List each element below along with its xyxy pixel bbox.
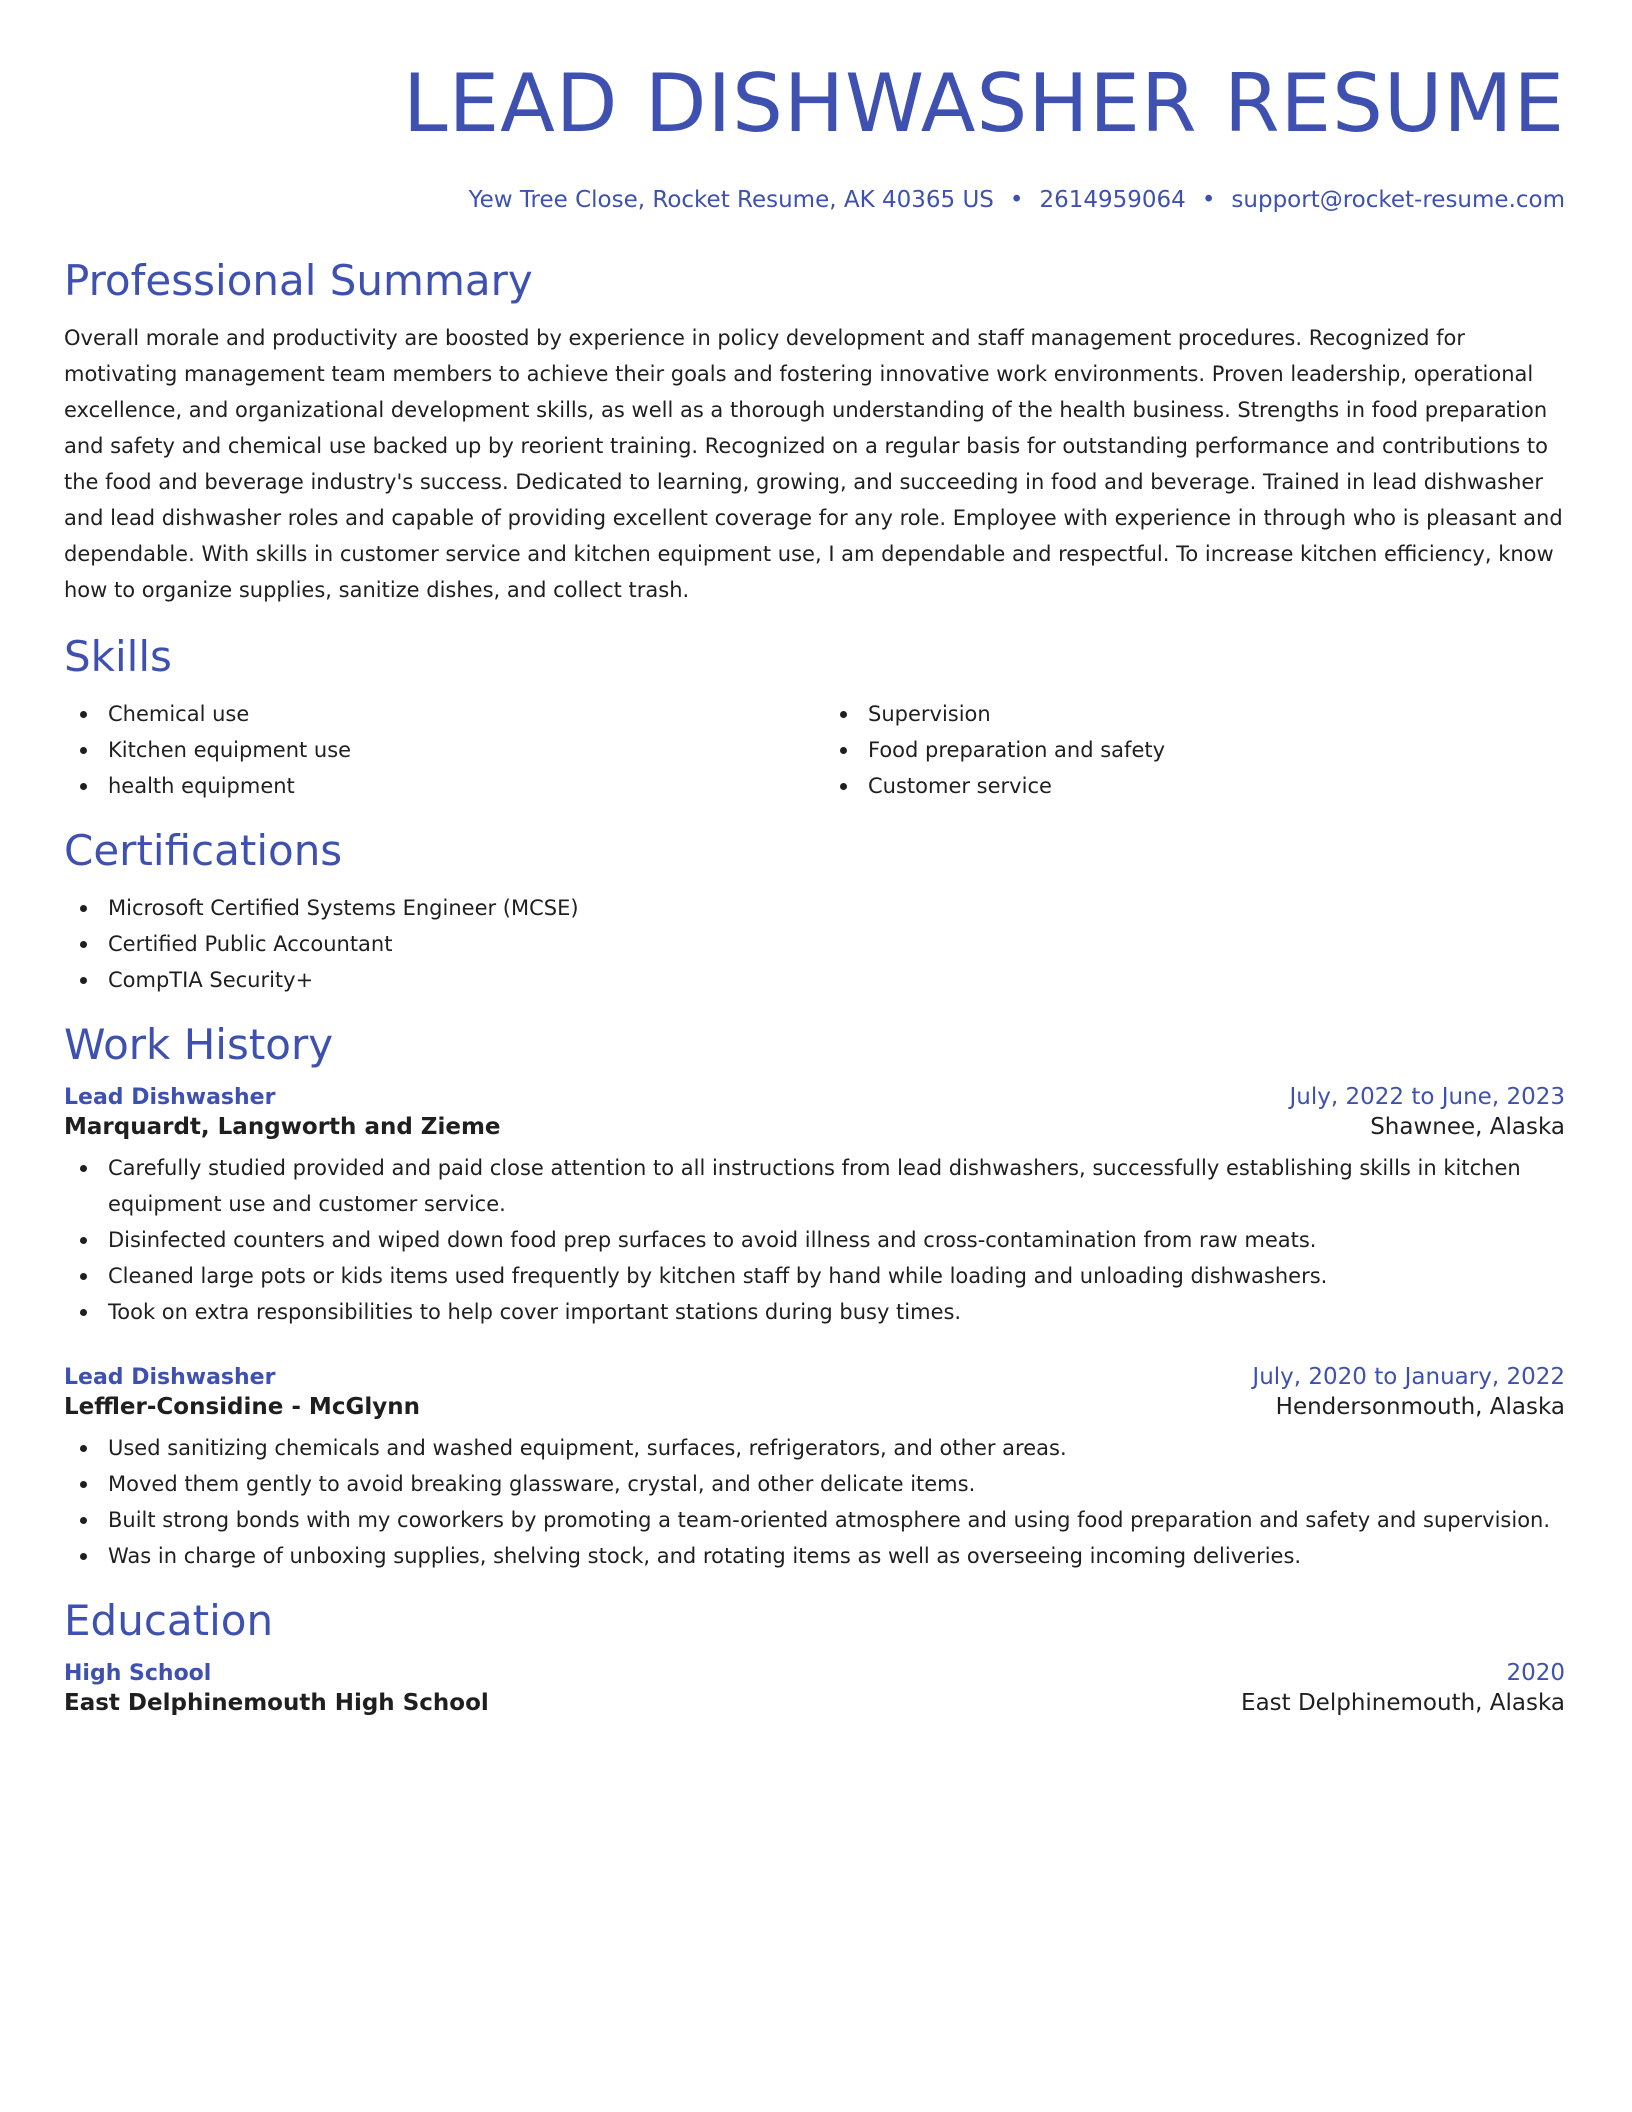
resume-page [64,0,1565,1716]
job-subheader [64,1394,1565,1420]
graduation-year: 2020 [1506,1660,1565,1686]
job-duty: Took on extra responsibilities to help cover important stations during busy times. [64,1294,1565,1330]
job-duty: Used sanitizing chemicals and washed equipment, surfaces, refrigerators, and other areas. [64,1430,1565,1466]
certification-item: Certified Public Accountant [64,926,1565,962]
resume-title: LEAD DISHWASHER RESUME [403,57,1565,150]
job-duty: Was in charge of unboxing supplies, shelving stock, and rotating items as well as overseeing incoming deliveries. [64,1538,1565,1574]
summary-heading: Professional Summary [64,256,533,305]
skills-left-column [64,696,805,804]
certification-item: Microsoft Certified Systems Engineer (MCSE) [64,890,1565,926]
education-subheader [64,1690,1565,1716]
degree: High School [64,1661,212,1686]
skill-item: health equipment [64,768,805,804]
job-duties [64,1150,1565,1330]
education-entry [64,1660,1565,1716]
job-title: Lead Dishwasher [64,1365,276,1390]
job-entry [64,1084,1565,1330]
summary-text: Overall morale and productivity are boosted by experience in policy development and staff management procedures. Recognized for motivating management team members to achieve their goals and fostering innovative work environments. Proven leadership, operational excellence, and organizational development skills, as well as a thorough understanding of the health business. Strengths in food preparation and safety and chemical use backed up by reorient training. Recognized on a regular basis for outstanding performance and contributions to the food and beverage industry's success. Dedicated to learning, growing, and succeeding in food and beverage. Trained in lead dishwasher and lead dishwasher roles and capable of providing excellent coverage for any role. Employee with experience in through who is pleasant and dependable. With skills in customer service and kitchen equipment use, I am dependable and respectful. To increase kitchen efficiency, know how to organize supplies, sanitize dishes, and collect trash. [64,326,1563,602]
skills-heading: Skills [64,632,172,681]
job-title: Lead Dishwasher [64,1085,276,1110]
job-header [64,1364,1565,1390]
job-duty: Built strong bonds with my coworkers by promoting a team-oriented atmosphere and using food preparation and safety and supervision. [64,1502,1565,1538]
job-company: Marquardt, Langworth and Zieme [64,1114,501,1140]
certifications-list [64,890,1565,998]
job-company: Leffler-Considine - McGlynn [64,1394,420,1420]
certification-item: CompTIA Security+ [64,962,1565,998]
school-location: East Delphinemouth, Alaska [1241,1690,1565,1716]
job-duty: Cleaned large pots or kids items used frequently by kitchen staff by hand while loading and unloading dishwashers. [64,1258,1565,1294]
phone: 2614959064 [1039,187,1186,213]
job-duties [64,1430,1565,1574]
separator-dot: • [1009,187,1024,213]
education-header [64,1660,1565,1686]
job-entry [64,1364,1565,1574]
job-dates: July, 2022 to June, 2023 [1289,1084,1565,1110]
job-duty: Moved them gently to avoid breaking glassware, crystal, and other delicate items. [64,1466,1565,1502]
separator-dot: • [1201,187,1216,213]
job-dates: July, 2020 to January, 2022 [1252,1364,1565,1390]
work-history-heading: Work History [64,1020,334,1069]
skills-right-column [824,696,1565,804]
skills-list [64,696,1565,804]
school-name: East Delphinemouth High School [64,1690,489,1716]
education-heading: Education [64,1596,274,1645]
job-duty: Carefully studied provided and paid close attention to all instructions from lead dishwashers, successfully establishing skills in kitchen equipment use and customer service. [64,1150,1565,1222]
skill-item: Customer service [824,768,1565,804]
certifications-heading: Certifications [64,826,343,875]
address: Yew Tree Close, Rocket Resume, AK 40365 US [468,187,994,213]
email: support@rocket-resume.com [1231,187,1565,213]
skill-item: Chemical use [64,696,805,732]
job-location: Hendersonmouth, Alaska [1275,1394,1565,1420]
contact-line [64,184,1565,216]
job-header [64,1084,1565,1110]
job-subheader [64,1114,1565,1140]
skill-item: Food preparation and safety [824,732,1565,768]
job-duty: Disinfected counters and wiped down food prep surfaces to avoid illness and cross-contamination from raw meats. [64,1222,1565,1258]
job-location: Shawnee, Alaska [1370,1114,1565,1140]
skill-item: Supervision [824,696,1565,732]
skill-item: Kitchen equipment use [64,732,805,768]
